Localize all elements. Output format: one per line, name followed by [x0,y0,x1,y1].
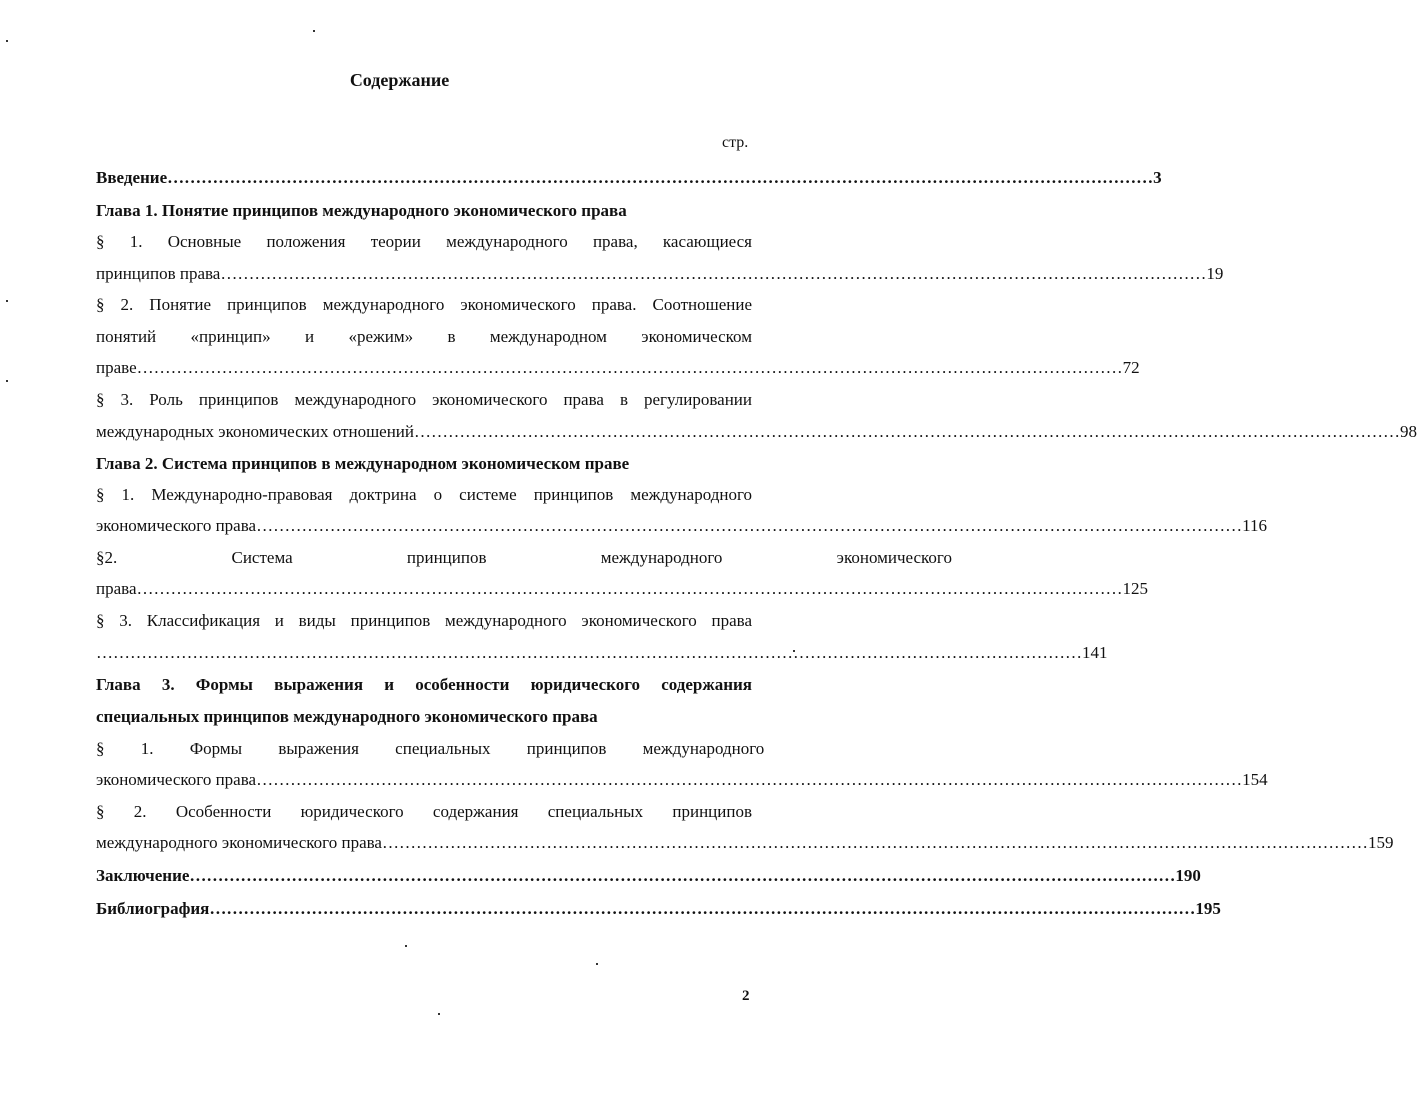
toc-section-2-3-line2[interactable] [96,643,1108,663]
leader-dots [209,899,1195,919]
toc-page-number: 154 [1242,770,1268,789]
scan-speck [313,30,315,32]
toc-chapter-3-line2[interactable]: специальных принципов международного экономического права [96,707,598,726]
toc-page-number: 159 [1367,833,1394,852]
toc-entry-text: международного экономического права [96,833,382,852]
toc-section-1-3-line1[interactable]: § 3. Роль принципов международного экономического права в регулировании [96,390,752,409]
leader-dots [220,264,1206,284]
page-title: Содержание [349,70,450,90]
leader-dots [382,833,1368,853]
toc-page-number: 19 [1206,264,1224,283]
scan-speck [405,945,407,947]
scan-speck [6,40,8,42]
toc-section-1-3-line2[interactable] [96,422,1417,442]
toc-entry-text: экономического права [96,516,257,535]
toc-page-number: 195 [1195,899,1221,918]
toc-section-2-1-line1[interactable]: § 1. Международно-правовая доктрина о системе принципов международного [96,485,752,504]
toc-section-1-1-line1[interactable]: § 1. Основные положения теории международного права, касающиеся [96,232,752,251]
toc-section-1-2-line1[interactable]: § 2. Понятие принципов международного экономического права. Соотношение [96,295,752,314]
toc-page-number: 116 [1242,516,1267,535]
toc-chapter-1[interactable]: Глава 1. Понятие принципов международного экономического права [96,201,627,220]
leader-dots [137,358,1123,378]
page-column-label: стр. [722,134,749,151]
leader-dots [256,770,1242,790]
toc-page-number: 72 [1122,358,1140,377]
toc-section-3-2-line1[interactable]: § 2. Особенности юридического содержания специальных принципов [96,802,752,821]
toc-entry-text: экономического права [96,770,257,789]
toc-page-number: 3 [1153,168,1162,187]
leader-dots [137,579,1123,599]
toc-entry-text: Введение [96,168,168,187]
toc-section-1-2-line3[interactable] [96,358,1140,378]
toc-page-number: 98 [1400,422,1417,441]
toc-entry-intro[interactable] [96,168,1162,188]
toc-page-number: 141 [1082,643,1108,662]
scan-speck [438,1013,440,1015]
page-number: 2 [742,988,750,1004]
scan-speck [793,650,795,652]
scan-speck [596,963,598,965]
toc-entry-text: Библиография [96,899,210,918]
leader-dots [96,643,1082,663]
toc-chapter-3-line1[interactable]: Глава 3. Формы выражения и особенности юридического содержания [96,675,752,694]
toc-entry-text: международных экономических отношений [96,422,414,441]
leader-dots [256,516,1242,536]
toc-section-1-1-line2[interactable] [96,264,1224,284]
toc-section-3-2-line2[interactable] [96,833,1394,853]
toc-section-2-2-line2[interactable] [96,579,1148,599]
toc-page-number: 125 [1122,579,1148,598]
toc-entry-text: праве [96,358,137,377]
toc-page-number: 190 [1175,866,1201,885]
scan-speck [6,380,8,382]
toc-entry-conclusion[interactable] [96,866,1201,886]
leader-dots [189,866,1175,886]
toc-section-1-2-line2[interactable]: понятий «принцип» и «режим» в международном экономическом [96,327,752,346]
toc-section-3-1-line2[interactable] [96,770,1268,790]
toc-section-2-2-line1[interactable]: §2. Система принципов международного экономического [96,548,952,567]
toc-entry-text: Заключение [96,866,190,885]
toc-chapter-2[interactable]: Глава 2. Система принципов в международном экономическом праве [96,454,630,473]
toc-section-3-1-line1[interactable]: § 1. Формы выражения специальных принципов международного [96,739,765,758]
toc-entry-text: принципов права [96,264,221,283]
toc-section-2-3-line1[interactable]: § 3. Классификация и виды принципов международного экономического права [96,611,752,630]
toc-section-2-1-line2[interactable] [96,516,1267,536]
leader-dots [167,168,1153,188]
toc-entry-bibliography[interactable] [96,899,1221,919]
leader-dots [414,422,1400,442]
toc-entry-text: права [96,579,137,598]
scan-speck [6,300,8,302]
